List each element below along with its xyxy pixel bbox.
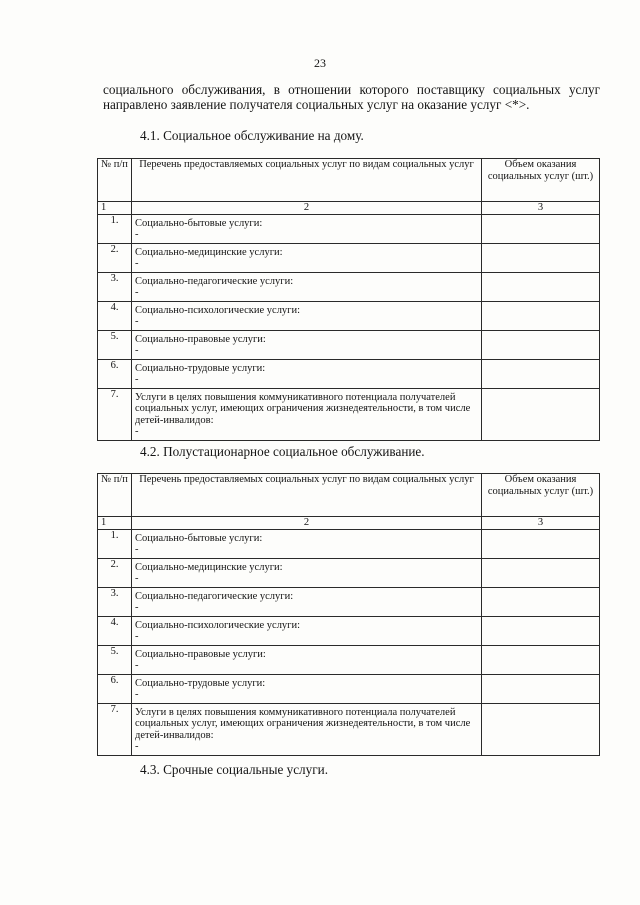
table-row [98, 330, 600, 359]
col-index-3: 3 [482, 517, 600, 530]
service-detail: - [135, 741, 139, 752]
service-cell [132, 272, 482, 301]
page-number: 23 [314, 56, 326, 70]
col-services-header: Перечень предоставляемых социальных услуг по видам социальных услуг [132, 474, 482, 517]
col-volume-header: Объем оказания социальных услуг (шт.) [482, 474, 600, 517]
volume-cell [482, 558, 600, 587]
service-name: Социально-медицинские услуги: [135, 246, 283, 258]
row-number: 1. [98, 214, 132, 243]
volume-cell [482, 616, 600, 645]
table-row [98, 272, 600, 301]
service-cell [132, 214, 482, 243]
section-3-heading: 4.3. Срочные социальные услуги. [140, 762, 328, 777]
service-cell [132, 330, 482, 359]
service-name: Социально-правовые услуги: [135, 648, 266, 660]
column-index-row [98, 202, 600, 215]
service-detail: - [135, 345, 139, 356]
volume-cell [482, 272, 600, 301]
service-cell [132, 674, 482, 703]
col-number-header: № п/п [98, 159, 132, 202]
service-detail: - [135, 426, 139, 437]
service-detail: - [135, 229, 139, 240]
volume-cell [482, 587, 600, 616]
row-number: 4. [98, 301, 132, 330]
service-cell [132, 529, 482, 558]
service-detail: - [135, 631, 139, 642]
service-cell [132, 558, 482, 587]
volume-cell [482, 243, 600, 272]
row-number: 5. [98, 330, 132, 359]
service-name: Социально-трудовые услуги: [135, 362, 266, 374]
service-detail: - [135, 660, 139, 671]
service-name: Услуги в целях повышения коммуникативного потенциала получателей социальных услуг, имеющих ограничения жизнедеятельности, в том числе детей-инвалидов: [135, 391, 471, 426]
row-number: 7. [98, 703, 132, 755]
volume-cell [482, 330, 600, 359]
col-index-3: 3 [482, 202, 600, 215]
table-row [98, 587, 600, 616]
service-name: Социально-правовые услуги: [135, 333, 266, 345]
volume-cell [482, 529, 600, 558]
table-row [98, 359, 600, 388]
service-cell [132, 301, 482, 330]
service-cell [132, 645, 482, 674]
service-detail: - [135, 374, 139, 385]
col-index-2: 2 [132, 517, 482, 530]
row-number: 6. [98, 674, 132, 703]
service-name: Социально-бытовые услуги: [135, 532, 263, 544]
service-cell [132, 587, 482, 616]
table-row [98, 388, 600, 440]
column-index-row [98, 517, 600, 530]
table-row [98, 243, 600, 272]
service-cell [132, 703, 482, 755]
volume-cell [482, 214, 600, 243]
row-number: 7. [98, 388, 132, 440]
service-cell [132, 243, 482, 272]
row-number: 5. [98, 645, 132, 674]
col-number-header: № п/п [98, 474, 132, 517]
col-services-header: Перечень предоставляемых социальных услуг по видам социальных услуг [132, 159, 482, 202]
volume-cell [482, 703, 600, 755]
service-name: Услуги в целях повышения коммуникативного потенциала получателей социальных услуг, имеющих ограничения жизнедеятельности, в том числе детей-инвалидов: [135, 706, 471, 741]
col-index-1: 1 [98, 517, 132, 530]
row-number: 6. [98, 359, 132, 388]
service-detail: - [135, 602, 139, 613]
row-number: 3. [98, 272, 132, 301]
service-name: Социально-педагогические услуги: [135, 590, 294, 602]
table-row [98, 674, 600, 703]
table-row [98, 529, 600, 558]
volume-cell [482, 388, 600, 440]
service-cell [132, 616, 482, 645]
row-number: 2. [98, 558, 132, 587]
service-detail: - [135, 258, 139, 269]
service-cell [132, 388, 482, 440]
table-row [98, 616, 600, 645]
section-2-table [97, 473, 600, 756]
intro-paragraph: социального обслуживания, в отношении которого поставщику социальных услуг направлено заявление получателя социальных услуг на оказание услуг <*>. [103, 82, 600, 112]
service-name: Социально-медицинские услуги: [135, 561, 283, 573]
row-number: 4. [98, 616, 132, 645]
service-name: Социально-трудовые услуги: [135, 677, 266, 689]
volume-cell [482, 359, 600, 388]
row-number: 3. [98, 587, 132, 616]
service-name: Социально-педагогические услуги: [135, 275, 294, 287]
section-1-heading: 4.1. Социальное обслуживание на дому. [140, 128, 364, 143]
table-row [98, 645, 600, 674]
table-header-row [98, 159, 600, 202]
service-detail: - [135, 573, 139, 584]
service-name: Социально-психологические услуги: [135, 304, 301, 316]
table-row [98, 214, 600, 243]
table-header-row [98, 474, 600, 517]
service-detail: - [135, 689, 139, 700]
service-cell [132, 359, 482, 388]
table-row [98, 301, 600, 330]
service-name: Социально-бытовые услуги: [135, 217, 263, 229]
service-detail: - [135, 316, 139, 327]
row-number: 2. [98, 243, 132, 272]
col-volume-header: Объем оказания социальных услуг (шт.) [482, 159, 600, 202]
col-index-1: 1 [98, 202, 132, 215]
volume-cell [482, 301, 600, 330]
service-detail: - [135, 544, 139, 555]
col-index-2: 2 [132, 202, 482, 215]
row-number: 1. [98, 529, 132, 558]
table-row [98, 558, 600, 587]
volume-cell [482, 645, 600, 674]
section-1-table [97, 158, 600, 441]
service-detail: - [135, 287, 139, 298]
section-2-heading: 4.2. Полустационарное социальное обслуживание. [140, 444, 425, 459]
volume-cell [482, 674, 600, 703]
table-row [98, 703, 600, 755]
service-name: Социально-психологические услуги: [135, 619, 301, 631]
